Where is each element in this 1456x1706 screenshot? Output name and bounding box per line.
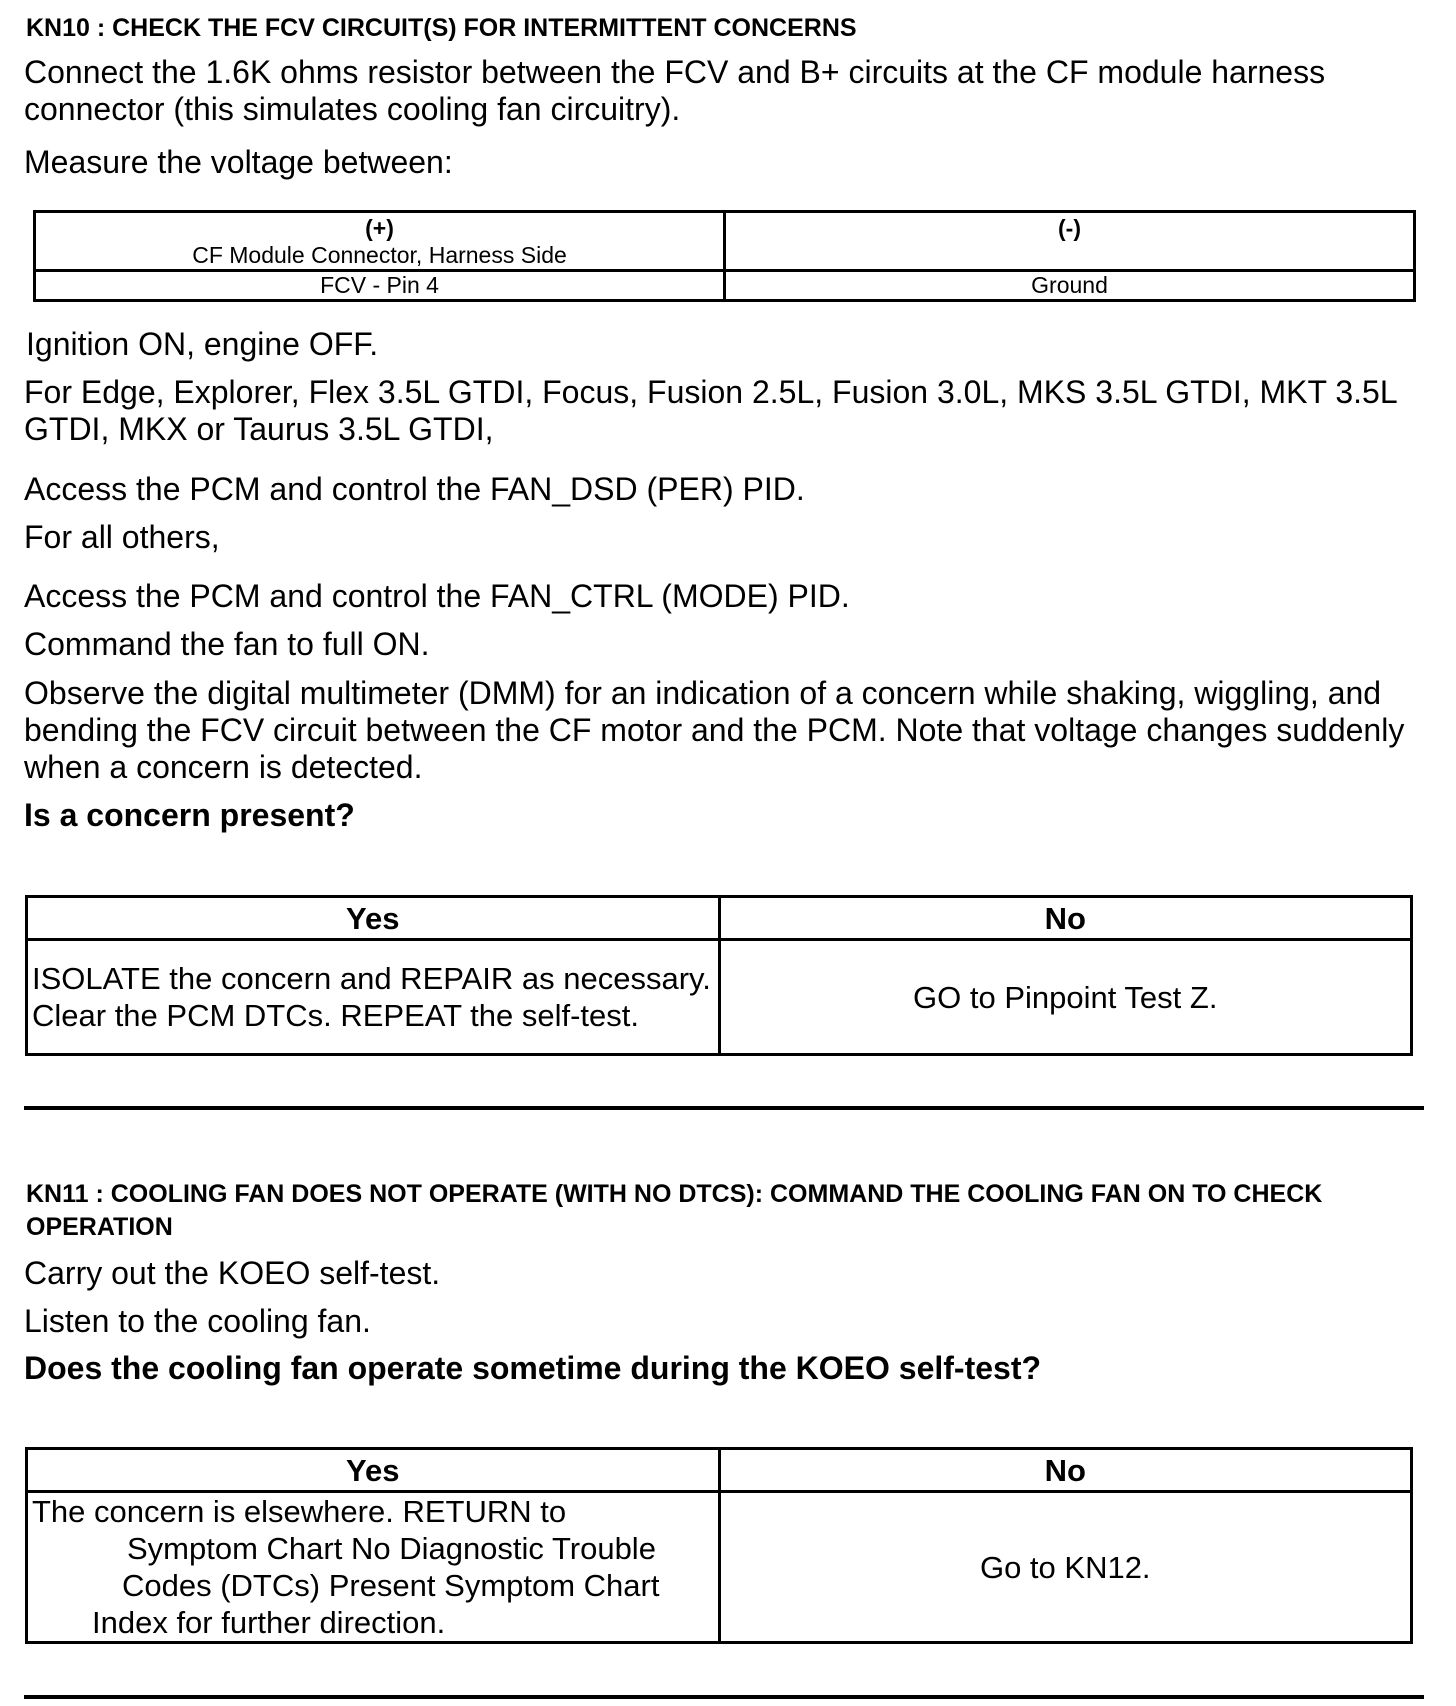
kn10-answer-table <box>25 895 1413 1056</box>
kn11-answer-table <box>25 1447 1413 1644</box>
positive-probe-pin: FCV - Pin 4 <box>35 271 725 301</box>
kn11-yes-header: Yes <box>27 1449 720 1492</box>
negative-probe-point: Ground <box>725 271 1415 301</box>
kn10-answer-row <box>27 940 1412 1055</box>
kn10-observe-dmm: Observe the digital multimeter (DMM) for an indication of a concern while shaking, wiggling, and bending the FCV circuit between the CF motor and the PCM. Note that voltage changes suddenly when a concern is detected. <box>24 675 1405 785</box>
kn10-instruction-measure: Measure the voltage between: <box>24 144 453 180</box>
kn11-yes-action <box>27 1492 720 1643</box>
kn10-yes-action <box>27 940 720 1055</box>
kn10-access-pcm-fan-ctrl: Access the PCM and control the FAN_CTRL (MODE) PID. <box>24 578 850 614</box>
kn10-yes-action-line: ISOLATE the concern and REPAIR as necessary. <box>32 961 711 996</box>
kn11-yes-action-line: Symptom Chart No Diagnostic Trouble <box>127 1531 656 1566</box>
kn11-answer-header-row <box>27 1449 1412 1492</box>
voltage-table-header-row <box>35 212 1415 271</box>
kn11-question: Does the cooling fan operate sometime during the KOEO self-test? <box>24 1350 1042 1386</box>
kn10-for-all-others: For all others, <box>24 519 220 555</box>
positive-sign: (+) <box>365 215 394 241</box>
kn11-no-header: No <box>719 1449 1412 1492</box>
kn10-no-header: No <box>719 897 1412 940</box>
kn10-instruction-connect: Connect the 1.6K ohms resistor between the FCV and B+ circuits at the CF module harness connector (this simulates cooling fan circuitry). <box>24 54 1326 127</box>
kn10-heading: KN10 : CHECK THE FCV CIRCUIT(S) FOR INTERMITTENT CONCERNS <box>26 14 857 42</box>
kn10-no-action: GO to Pinpoint Test Z. <box>719 940 1412 1055</box>
negative-probe-header <box>725 212 1415 271</box>
voltage-table-row <box>35 271 1415 301</box>
positive-probe-header <box>35 212 725 271</box>
kn11-no-action: Go to KN12. <box>719 1492 1412 1643</box>
positive-probe-description: CF Module Connector, Harness Side <box>192 242 567 268</box>
negative-sign: (-) <box>1058 215 1081 241</box>
kn11-yes-action-line: Codes (DTCs) Present Symptom Chart <box>122 1568 660 1603</box>
kn10-command-fan: Command the fan to full ON. <box>24 626 430 662</box>
kn11-listen-step: Listen to the cooling fan. <box>24 1303 371 1339</box>
section-divider <box>24 1695 1424 1699</box>
kn10-ignition-step: Ignition ON, engine OFF. <box>26 326 379 362</box>
kn10-answer-header-row <box>27 897 1412 940</box>
kn10-yes-header: Yes <box>27 897 720 940</box>
kn11-answer-row <box>27 1492 1412 1643</box>
kn10-vehicle-list: For Edge, Explorer, Flex 3.5L GTDI, Focus, Fusion 2.5L, Fusion 3.0L, MKS 3.5L GTDI, MKT 3.5L GTDI, MKX or Taurus 3.5L GTDI, <box>24 374 1397 447</box>
kn11-heading: KN11 : COOLING FAN DOES NOT OPERATE (WITH NO DTCS): COMMAND THE COOLING FAN ON TO CHECK OPERATION <box>26 1180 1323 1241</box>
section-divider <box>24 1106 1424 1110</box>
kn10-yes-action-line: Clear the PCM DTCs. REPEAT the self-test. <box>32 998 639 1033</box>
kn10-access-pcm-fan-dsd: Access the PCM and control the FAN_DSD (PER) PID. <box>24 471 805 507</box>
kn11-koeo-step: Carry out the KOEO self-test. <box>24 1255 441 1291</box>
voltage-measurement-table <box>33 210 1416 302</box>
kn10-question: Is a concern present? <box>24 797 355 833</box>
kn11-yes-action-line: Index for further direction. <box>92 1605 446 1640</box>
kn11-yes-action-line: The concern is elsewhere. RETURN to <box>32 1494 567 1529</box>
